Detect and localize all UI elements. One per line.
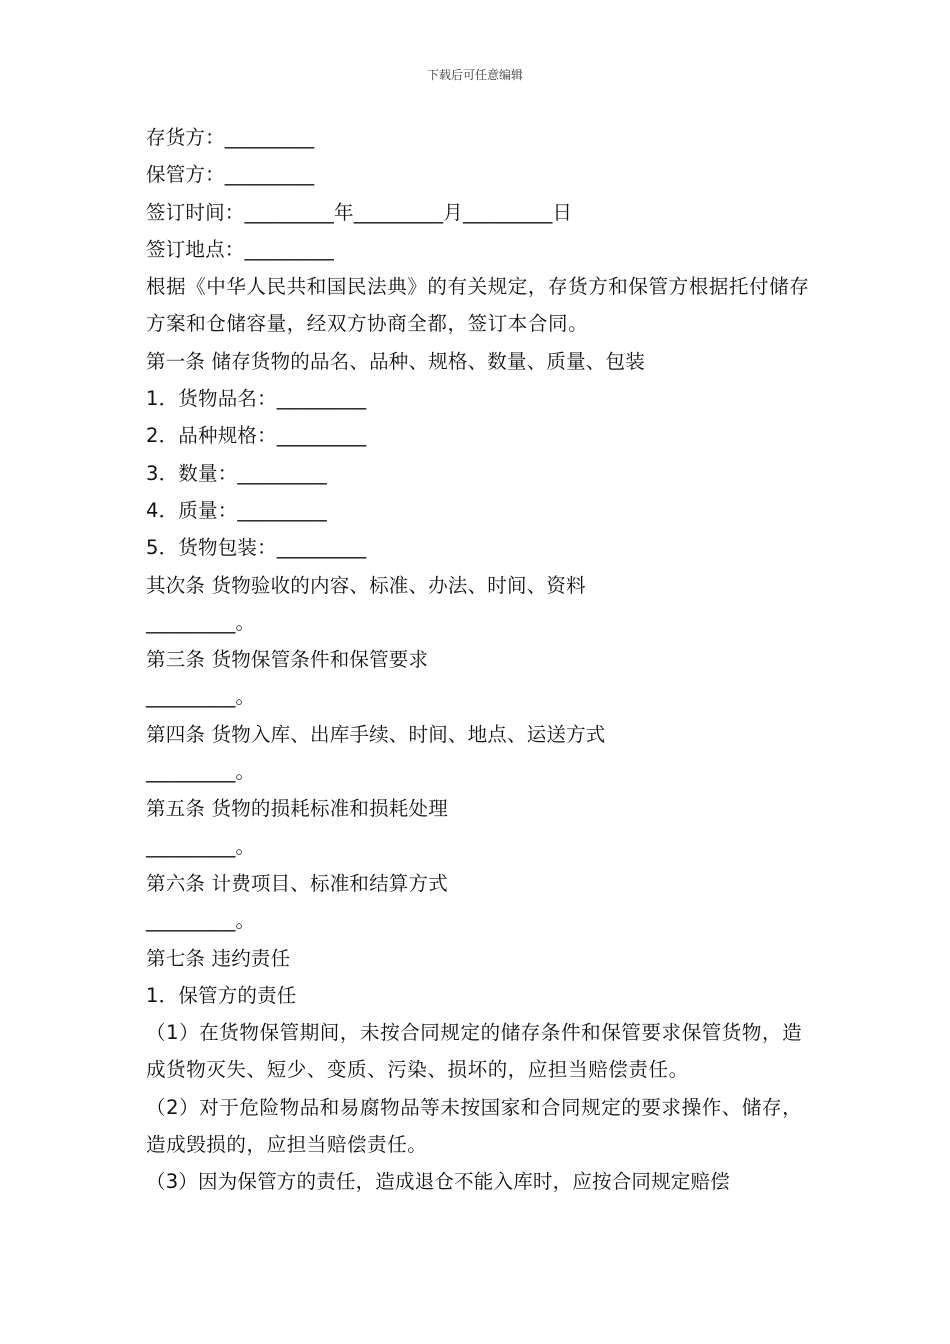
- article-3-blank: _________。: [146, 685, 256, 709]
- article-1-item-2: 2．品种规格：_________: [146, 424, 367, 448]
- article-1-item-5: 5．货物包装：_________: [146, 536, 367, 560]
- depositor-line: 存货方：_________: [146, 126, 315, 149]
- article-2-blank: _________。: [146, 610, 256, 634]
- article-1-item-3: 3．数量：_________: [146, 461, 327, 485]
- article-1-item-4: 4．质量：_________: [146, 498, 327, 522]
- page-header: 下载后可任意编辑: [426, 68, 523, 82]
- article-5-blank: _________。: [146, 834, 256, 858]
- article-7-clause-3: （3）因为保管方的责任，造成退仓不能入库时，应按合同规定赔偿: [146, 1170, 730, 1194]
- article-5-heading: 第五条 货物的损耗标准和损耗处理: [146, 797, 448, 821]
- article-7-subheading: 1．保管方的责任: [146, 983, 297, 1007]
- article-6-blank: _________。: [146, 909, 256, 933]
- preamble-paragraph: 根据《中华人民共和国民法典》的有关规定，存货方和保管方根据托付储存方案和仓储容量，经双方协商全都，签订本合同。: [146, 275, 810, 336]
- article-6-heading: 第六条 计费项目、标准和结算方式: [146, 871, 448, 895]
- article-4-heading: 第四条 货物入库、出库手续、时间、地点、运送方式: [146, 722, 606, 746]
- article-7-heading: 第七条 违约责任: [146, 946, 291, 970]
- article-7-clause-2: （2）对于危险物品和易腐物品等未按国家和合同规定的要求操作、储存，造成毁损的，应担当赔偿责任。: [146, 1095, 803, 1157]
- article-1-item-1: 1．货物品名：_________: [146, 387, 367, 411]
- signing-date-line: 签订时间：_________年_________月_________日: [146, 200, 573, 224]
- signing-place-line: 签订地点：_________: [146, 237, 335, 261]
- article-7-clause-1: （1）在货物保管期间，未按合同规定的储存条件和保管要求保管货物，造成货物灭失、短少、变质、污染、损坏的，应担当赔偿责任。: [146, 1021, 803, 1082]
- article-4-blank: _________。: [146, 760, 256, 784]
- article-2-heading: 其次条 货物验收的内容、标准、办法、时间、资料: [146, 573, 586, 597]
- article-1-heading: 第一条 储存货物的品名、品种、规格、数量、质量、包装: [146, 349, 645, 373]
- custodian-line: 保管方：_________: [146, 163, 315, 187]
- article-3-heading: 第三条 货物保管条件和保管要求: [146, 648, 429, 672]
- contract-body: [146, 119, 816, 1201]
